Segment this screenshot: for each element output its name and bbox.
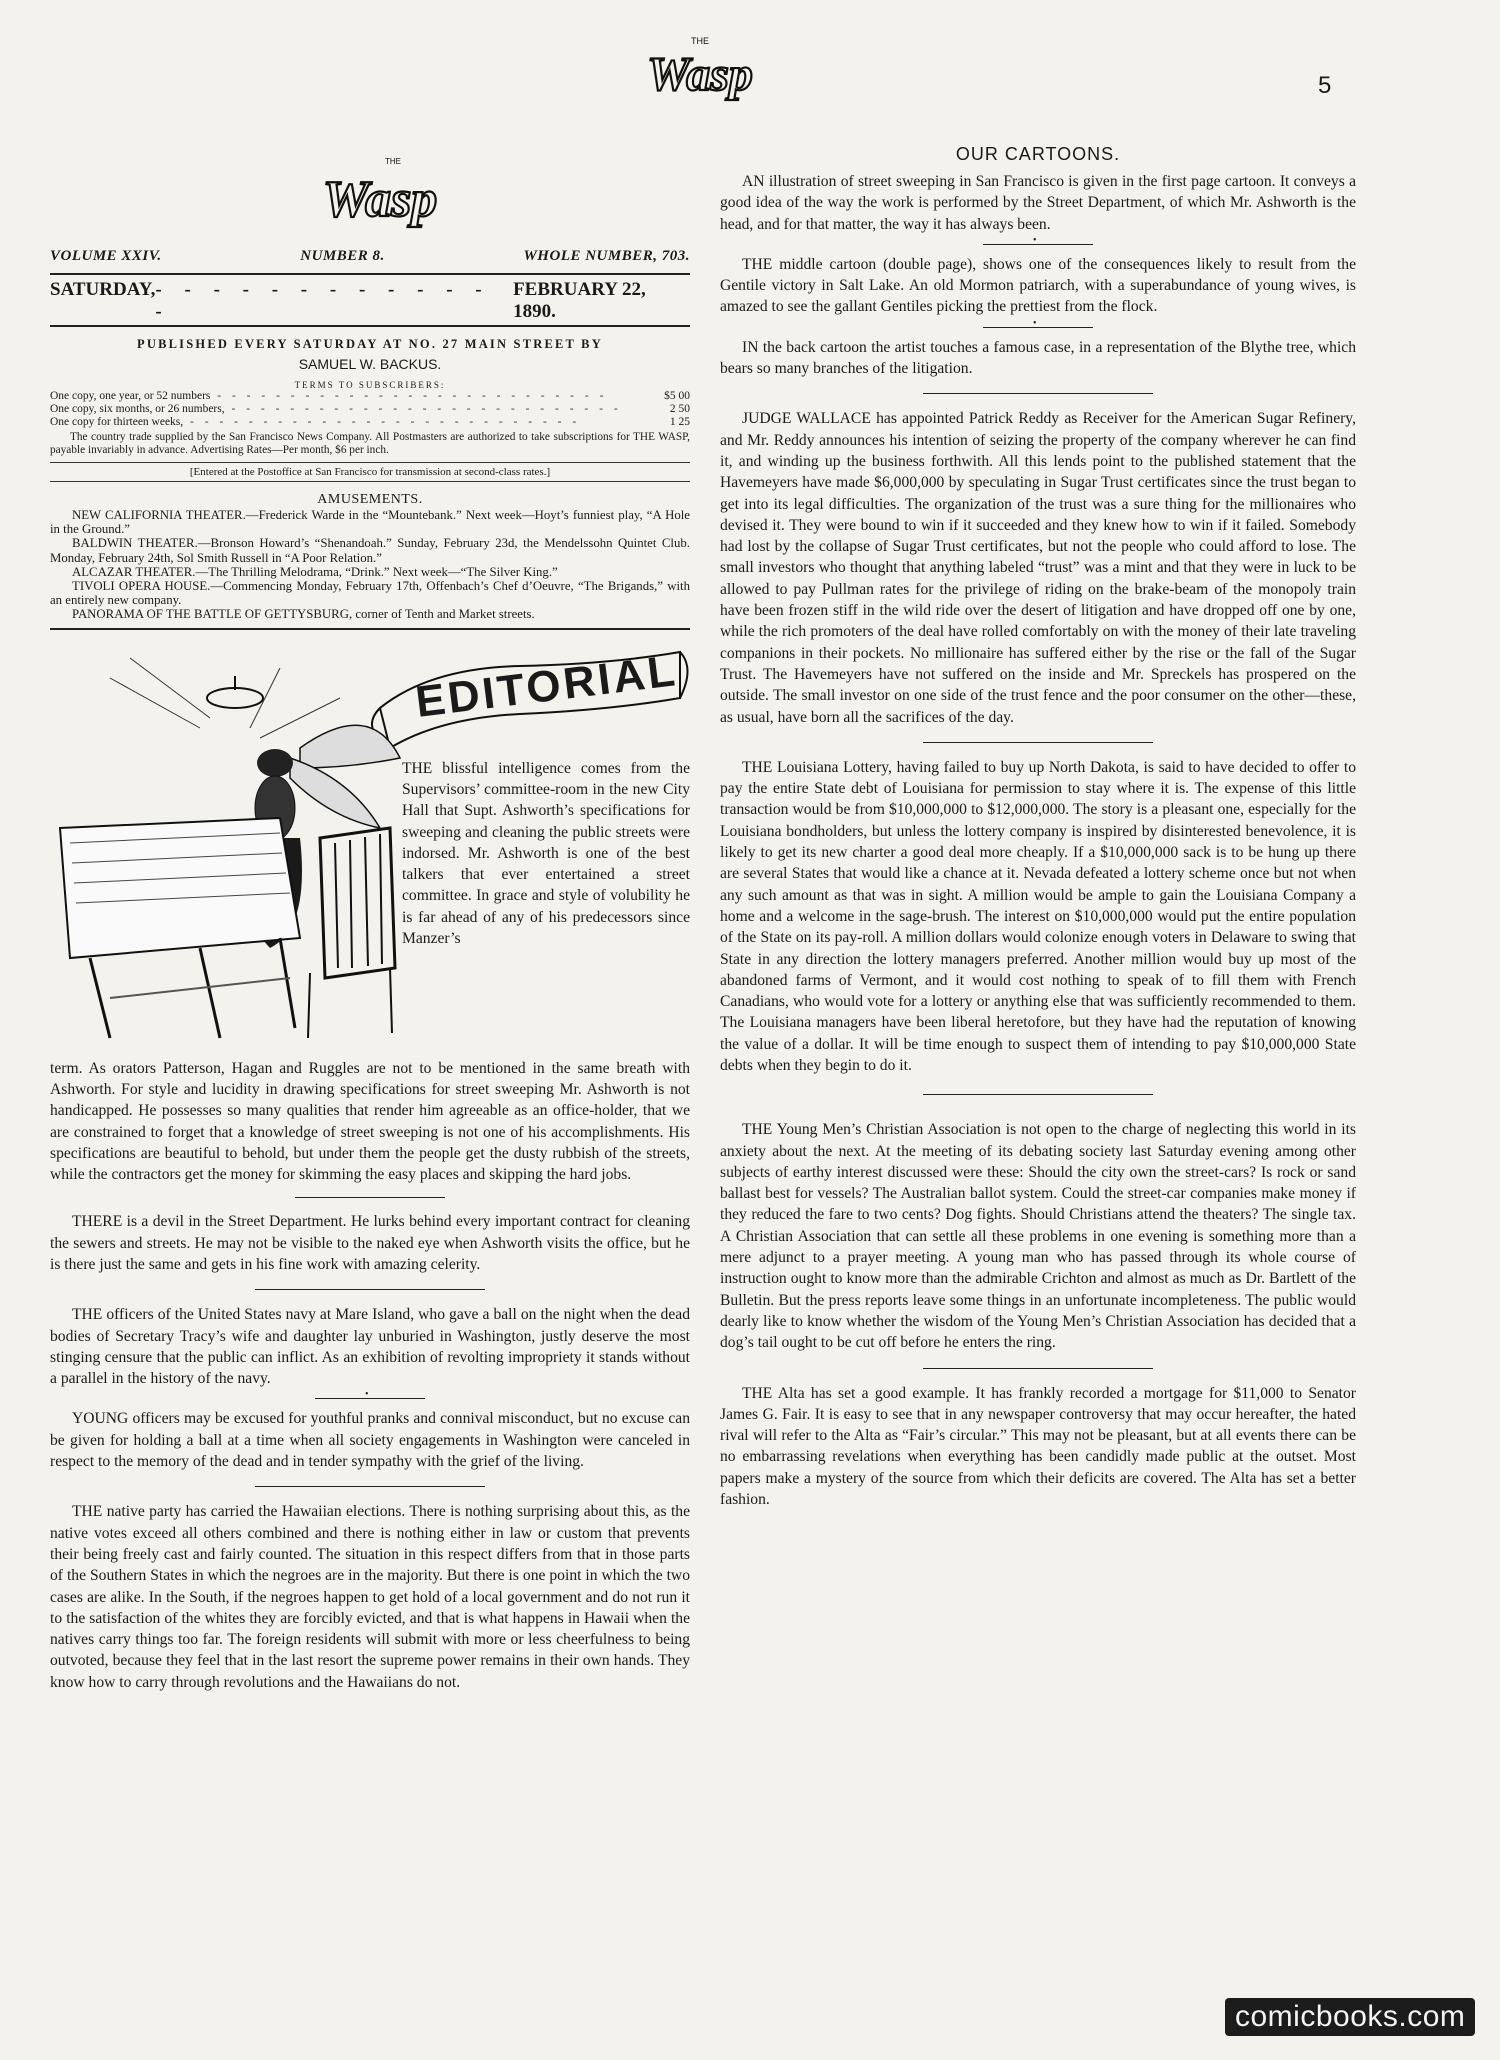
editorial-lead bbox=[402, 758, 690, 950]
svg-text:THE: THE bbox=[691, 36, 709, 46]
divider bbox=[923, 1094, 1153, 1095]
divider bbox=[923, 393, 1153, 394]
article-paragraph: THE Alta has set a good example. It has frankly recorded a mortgage for $11,000 to Senator James G. Fair. It is easy to see that in any newspaper controversy that may occur hereafter, the hated rival will refer to the Alta as “Fair’s circular.” This may not be pleasant, but at all events there can be no embarrassing revelations when everything has been candidly made public at the outset. Most papers make a mystery of the source from which their deficits are covered. The Alta has set a better fashion. bbox=[720, 1384, 1356, 1509]
svg-text:Wasp: Wasp bbox=[647, 48, 753, 101]
issue-number: NUMBER 8. bbox=[300, 248, 385, 264]
site-watermark: comicbooks.com bbox=[1225, 1998, 1475, 2036]
article-paragraph: THE Young Men’s Christian Association is not open to the charge of neglecting this world in its anxiety about the next. At the meeting of its debating society last Saturday evening among other subjects of earthy interest discussed were these: Should the city own the street-cars? Is rock or sand ballast best for vessels? The Australian ballot system. Could the street-car companies make money if they reduced the fare to two cents? Dog fights. Should Christians attend the theaters? The single tax. A Christian Association that can settle all these problems in one evening is something more than a mere adjunct to a prayer meeting. A young man who has passed through its whole course of instruction ought to know more than the admirable Crichton and almost as much as Dr. Bartlett of the Bulletin. But the press reports leave some things in an unfortunate incompleteness. The public would dearly like to know whether the wisdom of the Young Men’s Christian Association has decided that a dog’s tail ought to be cut off before he enters the ring. bbox=[720, 1121, 1356, 1352]
terms-heading: TERMS TO SUBSCRIBERS: bbox=[294, 380, 446, 390]
svg-text:Wasp: Wasp bbox=[322, 171, 438, 228]
page-number: 5 bbox=[1318, 72, 1332, 99]
editorial-paragraph: THE officers of the United States navy at Mare Island, who gave a ball on the night when the dead bodies of Secretary Tracy’s wife and daughter lay unburied in Washington, justly deserve the most stinging censure that the public can inflict. As an exhibition of revolting impropriety it stands without a parallel in the history of the navy. bbox=[50, 1306, 690, 1388]
amusement-item: TIVOLI OPERA HOUSE.—Commencing Monday, February 17th, Offenbach’s Chef d’Oeuvre, “The Brigands,” with an entirely new company. bbox=[50, 579, 690, 608]
editorial-header bbox=[50, 638, 690, 1058]
issue-day: SATURDAY, bbox=[50, 279, 156, 300]
divider bbox=[983, 327, 1093, 328]
date-dashes: - - - - - - - - - - - - - bbox=[155, 279, 491, 322]
divider bbox=[295, 1197, 445, 1198]
issue-date: FEBRUARY 22, 1890. bbox=[513, 279, 646, 322]
divider bbox=[923, 1368, 1153, 1369]
divider bbox=[315, 1398, 425, 1399]
divider bbox=[255, 1486, 485, 1487]
divider bbox=[255, 1289, 485, 1290]
terms-row: One copy, six months, or 26 numbers, - - - - - - - - - - - - - - - - - - - - - - - - - - - 2 50 bbox=[50, 403, 690, 415]
amusement-item: PANORAMA OF THE BATTLE OF GETTYSBURG, corner of Tenth and Market streets. bbox=[72, 607, 535, 622]
editorial-continuation: term. As orators Patterson, Hagan and Ruggles are not to be mentioned in the same breath with Ashworth. For style and lucidity in drawing specifications for street sweeping Mr. Ashworth is not handicapped. He possesses so many qualities that render him agreeable as an office-holder, that we are constrained to forget that a knowledge of street sweeping is not one of his accomplishments. His specifications are beautiful to behold, but under them the people get the dusty rubbish of the streets, while the contractors get the money for skimming the easy places and skipping the hard jobs. bbox=[50, 1059, 690, 1184]
article-paragraph: JUDGE WALLACE has appointed Patrick Reddy as Receiver for the American Sugar Refinery, and Mr. Reddy announces his intention of seizing the property of the company wherever he can find it, and winding up the business forthwith. All this lends point to the published statement that the Havemeyers have made $6,000,000 by speculating in Sugar Trust certificates since the trust began to get into its legal difficulties. The organization of the trust was a sure thing for the millionaires who devised it. They were bound to win if it succeeded and they knew how to win if it failed. Somebody had lost by the collapse of Sugar Trust certificates, but not the people who could afford to lose. The small investors who thought that anything labeled “trust” was a mint and that they were in luck to be allowed to pay Pullman rates for the privilege of riding on the brake-beam of the monopoly train have been frozen stiff in the wild ride over the desert of litigation and have dropped off one by one, while the rich promoters of the deal have rolled comfortably on with the money of their late traveling companions in their pockets. No millionaire has suffered either by the rise or the fall of the Sugar Trust. The Havemeyers have not suffered on the inside and Mr. Spreckels has prospered on the outside. The small investor on one side of the trust fence and the poor consumer on the other—these, as usual, have born all the sacrifices of the day. bbox=[720, 410, 1356, 726]
article-paragraph: THE Louisiana Lottery, having failed to buy up North Dakota, is said to have decided to offer to pay the entire State debt of Louisiana for permission to stay where it is. The expense of this little transaction would be from $10,000,000 to $12,000,000. The story is a pleasant one, especially for the Louisiana bondholders, but unless the lottery company is inspired by disinterested benevolence, it is likely to get its new charter a good deal more cheaply. If a $10,000,000 sack is to be hung up there are several States that would like a chance at it. Nevada defeated a lottery scheme once but not when any such amount as that was in sight. A million would be ample to gain the Louisiana Company a home and a welcome in the sage-brush. The interest on $10,000,000 would put the entire population of the State on its pay-roll. A million dollars would colonize enough voters in Delaware to swing that State in any direction the lottery managers preferred. Another million would buy up most of the abandoned farms of Vermont, and it would cost nothing to speak of to fill them with French Canadians, who would vote for a lottery or anything else that was sufficiently recommended to them. The Louisiana managers have been liberal heretofore, but they have had the reputation of knowing the value of a dollar. It will be time enough to suspect them of intending to pay $10,000,000 State debts when they begin to do it. bbox=[720, 758, 1356, 1074]
cartoon-paragraph: THE middle cartoon (double page), shows one of the consequences likely to result from the Gentile victory in Salt Lake. An old Mormon patriarch, with a superabundance of young wives, is amazed to see the gallant Gentiles picking the prettiest from the flock. bbox=[720, 255, 1356, 316]
whole-number: WHOLE NUMBER, 703. bbox=[523, 248, 690, 264]
right-column bbox=[720, 144, 1356, 1510]
editorial-paragraph: THE native party has carried the Hawaiian elections. There is nothing surprising about this, as the native votes exceed all others combined and there is nothing either in law or custom that prevents their being freely cast and fairly counted. The situation in this respect differs from that in those parts of the Southern States in which the negroes are in the majority. But there is one point in which the two cases are alike. In the South, if the negroes happen to get hold of a local government and do not run it to the satisfaction of the whites they are forcibly evicted, and that is what happens in Hawaii when the natives carry things too far. The foreign residents will submit with more or less cheerfulness to being outvoted, because they feel that in the last resort the supreme power remains in their own hands. They know how to carry through revolutions and the Hawaiians do not. bbox=[50, 1503, 690, 1691]
editorial-banner: EDITORIAL bbox=[412, 645, 681, 727]
editorial-lead-paragraph: THE blissful intelligence comes from the Supervisors’ committee-room in the new City Hall that Supt. Ashworth’s specifications for sweeping and cleaning the public streets were indorsed. Mr. Ashworth is one of the best talkers that ever entertained a street committee. In grace and style of volubility he is far ahead of any of his predecessors since Manzer’s bbox=[402, 759, 690, 947]
terms-row: One copy, one year, or 52 numbers - - - - - - - - - - - - - - - - - - - - - - - - - - - $5 00 bbox=[50, 390, 690, 402]
publisher-name: SAMUEL W. BACKUS. bbox=[298, 356, 442, 372]
trade-note: The country trade supplied by the San Francisco News Company. All Postmasters are authorized to take subscriptions for THE WASP, payable invariably in advance. Advertising Rates—Per month, $6 per inch. bbox=[50, 431, 690, 456]
amusement-item: NEW CALIFORNIA THEATER.—Frederick Warde in the “Mountebank.” Next week—Hoyt’s funniest play, “A Hole in the Ground.” bbox=[50, 508, 690, 537]
cartoon-paragraph: AN illustration of street sweeping in San Francisco is given in the first page cartoon. It conveys a good idea of the way the work is performed by the Street Department, of which Mr. Ashworth is the head, and for that matter, the way it has always been. bbox=[720, 173, 1356, 233]
cartoon-paragraph: IN the back cartoon the artist touches a famous case, in a representation of the Blythe tree, which bears so many branches of the litigation. bbox=[720, 338, 1356, 378]
masthead-logo bbox=[295, 150, 465, 240]
wasp-logo bbox=[620, 28, 780, 108]
editorial-paragraph: THERE is a devil in the Street Department. He lurks behind every important contract for cleaning the sewers and streets. He may not be visible to the naked eye when Ashworth visits the office, but he is there just the same and gets in his fine work with amazing celerity. bbox=[50, 1213, 690, 1273]
published-line: PUBLISHED EVERY SATURDAY AT NO. 27 MAIN STREET BY bbox=[137, 337, 603, 351]
amusement-item: BALDWIN THEATER.—Bronson Howard’s “Shenandoah.” Sunday, February 23d, the Mendelssohn Quintet Club. Monday, February 24th, Sol Smith Russell in “A Poor Relation.” bbox=[50, 536, 690, 565]
svg-text:THE: THE bbox=[385, 157, 401, 166]
volume: VOLUME XXIV. bbox=[50, 248, 162, 264]
divider bbox=[983, 244, 1093, 245]
editorial-paragraph: YOUNG officers may be excused for youthful pranks and connival misconduct, but no excuse can be given for holding a ball at a time when all society engagements in Washington were canceled in respect to the memory of the dead and in tender sympathy with the grief of the living. bbox=[50, 1410, 690, 1471]
postoffice-note: [Entered at the Postoffice at San Francisco for transmission at second-class rates.] bbox=[50, 462, 690, 482]
left-column bbox=[50, 150, 690, 1693]
volume-row bbox=[50, 248, 690, 265]
cartoons-title: OUR CARTOONS. bbox=[955, 144, 1121, 164]
date-row bbox=[50, 273, 690, 327]
divider bbox=[923, 742, 1153, 743]
terms-row: One copy for thirteen weeks, - - - - - - - - - - - - - - - - - - - - - - - - - - - 1 25 bbox=[50, 416, 690, 428]
editorial-body bbox=[50, 1058, 690, 1693]
amusements-title: AMUSEMENTS. bbox=[317, 492, 423, 507]
amusement-item: ALCAZAR THEATER.—The Thrilling Melodrama, “Drink.” Next week—“The Silver King.” bbox=[72, 564, 558, 579]
divider bbox=[50, 628, 690, 630]
